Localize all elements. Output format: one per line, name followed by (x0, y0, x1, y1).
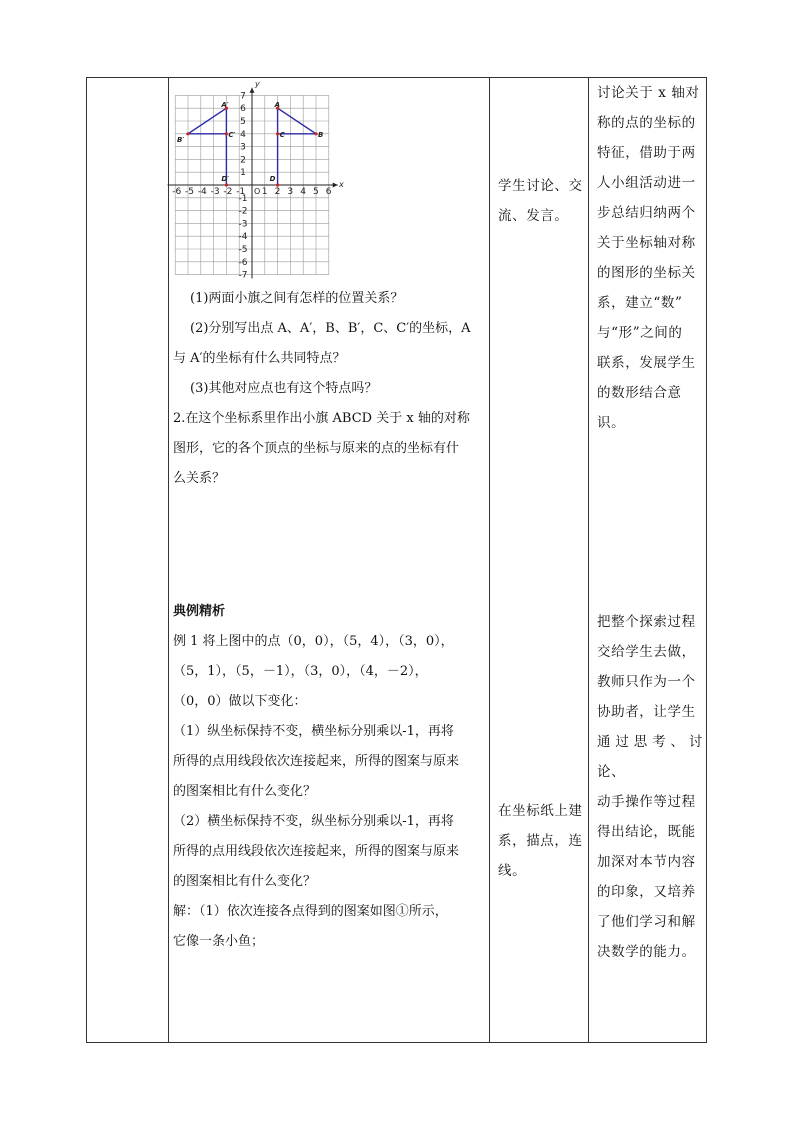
label-d-prime: D′ (221, 175, 230, 183)
intent-2-line: 决数学的能力。 (597, 944, 696, 960)
example-1-line-2: （5，1），（5，－1），（3，0），（4，－2）， (173, 664, 428, 679)
label-a: A (274, 101, 281, 110)
example-part-1-line-2: 所得的点用线段依次连接起来，所得的图案与原来 (173, 754, 460, 769)
y-tick-label: -3 (238, 219, 248, 230)
label-b: B (318, 130, 324, 139)
example-part-2-line-2: 所得的点用线段依次连接起来，所得的图案与原来 (173, 844, 460, 859)
intent-2-line: 动手操作等过程 (597, 794, 696, 810)
example-part-2-line-1: （2）横坐标保持不变，纵坐标分别乘以-1，再将 (173, 814, 454, 829)
y-tick-label: 7 (240, 91, 246, 102)
x-tick-label: -6 (172, 187, 182, 197)
y-tick-label: 1 (240, 168, 246, 179)
y-tick-label: -7 (238, 270, 248, 281)
intent-2-line: 把整个探索过程 (597, 614, 696, 630)
activity-cell (490, 78, 588, 1042)
intent-1-line: 特征，借助于两 (597, 145, 696, 161)
activity-2-line-1: 在坐标纸上建 (498, 803, 583, 819)
question-1: (1)两面小旗之间有怎样的位置关系？ (190, 291, 404, 306)
y-axis-arrow (250, 88, 255, 93)
intent-1-line: 步总结归纳两个 (597, 205, 696, 221)
example-part-1-line-1: （1）纵坐标保持不变，横坐标分别乘以-1，再将 (173, 724, 454, 739)
y-tick-label: -2 (238, 206, 248, 217)
label-b-prime: B′ (177, 135, 185, 144)
column-1-cell (87, 78, 168, 1042)
activity-2-line-3: 线。 (498, 863, 527, 879)
question-2-line-1: (2)分别写出点 A、A′，B、B′，C、C′的坐标，A (190, 321, 471, 336)
example-1-line-1: 例 1 将上图中的点（0，0），（5，4），（3，0）， (173, 634, 454, 649)
y-tick-label: 5 (240, 117, 246, 127)
y-tick-label: -6 (238, 257, 248, 268)
intent-2-line: 加深对本节内容 (597, 854, 696, 870)
x-tick-label: -4 (197, 187, 207, 197)
x-tick-label: 1 (261, 187, 268, 197)
intent-2-line: 教师只作为一个 (597, 674, 696, 690)
x-tick-label: -5 (185, 187, 194, 197)
intent-2-line: 通过思考、讨论、 (597, 734, 703, 780)
design-intent-cell (589, 78, 706, 1042)
vertex-point (276, 183, 279, 186)
intent-1-line: 系，建立“数” (597, 295, 683, 311)
x-tick-label: -2 (223, 187, 233, 197)
y-tick-label: -5 (238, 245, 248, 255)
intent-2-line: 的印象，又培养 (597, 884, 696, 900)
example-1-line-3: （0，0）做以下变化： (173, 694, 307, 709)
y-axis-label: y (255, 79, 260, 89)
x-axis-label: x (339, 180, 344, 189)
solution-line-1: 解：（1）依次连接各点得到的图案如图①所示， (173, 904, 448, 919)
coordinate-graph (172, 79, 355, 285)
label-c-prime: C′ (228, 130, 236, 139)
vertex-point (186, 132, 189, 135)
x-tick-label: 4 (300, 187, 306, 197)
x-axis-arrow (333, 183, 338, 188)
label-a-prime: A′ (221, 101, 229, 110)
x-tick-label: 3 (287, 187, 294, 197)
lesson-table (86, 77, 707, 1043)
example-section-title: 典例精析 (173, 604, 226, 619)
activity-1-line-2: 流、发言。 (498, 208, 569, 224)
x-tick-label: -1 (236, 187, 246, 197)
y-tick-label: 3 (240, 142, 246, 153)
task-2-line-1: 2.在这个坐标系里作出小旗 ABCD 关于 x 轴的对称 (173, 411, 470, 426)
question-2-line-2: 与 A′的坐标有什么共同特点？ (173, 351, 346, 366)
intent-1-line: 的数形结合意 (597, 385, 682, 401)
task-2-line-2: 图形，它的各个顶点的坐标与原来的点的坐标有什 (173, 441, 460, 456)
intent-1-line: 人小组活动进一 (597, 175, 696, 191)
intent-1-line: 称的点的坐标的 (597, 115, 696, 131)
y-tick-label: -1 (238, 193, 248, 204)
intent-1-line: 讨论关于 x 轴对 (597, 85, 700, 101)
y-tick-label: -4 (238, 232, 248, 243)
intent-2-line: 了他们学习和解 (597, 914, 696, 930)
x-tick-label: -3 (210, 187, 220, 197)
label-d: D (269, 175, 276, 183)
example-part-2-line-3: 的图案相比有什么变化？ (173, 874, 317, 889)
intent-2-line: 得出结论，既能 (597, 824, 696, 840)
task-2-line-3: 么关系？ (173, 471, 226, 486)
y-tick-label: 6 (240, 104, 246, 115)
intent-1-line: 与“形”之间的 (597, 325, 683, 341)
origin-label: O (254, 187, 261, 196)
x-tick-label: 5 (313, 187, 319, 197)
intent-2-line: 协助者，让学生 (597, 704, 696, 720)
solution-line-2: 它像一条小鱼； (173, 934, 265, 949)
intent-1-line: 关于坐标轴对称 (597, 235, 696, 251)
example-part-1-line-3: 的图案相比有什么变化？ (173, 784, 317, 799)
activity-2-line-2: 系，描点，连 (498, 833, 583, 849)
y-tick-label: 4 (240, 129, 246, 140)
intent-1-line: 识。 (597, 415, 626, 431)
x-tick-label: 6 (325, 187, 332, 197)
label-c: C (279, 130, 285, 139)
intent-2-line: 交给学生去做， (597, 644, 696, 660)
vertex-point (225, 183, 228, 186)
intent-1-line: 联系，发展学生 (597, 355, 696, 371)
x-tick-label: 2 (274, 187, 281, 197)
intent-1-line: 的图形的坐标关 (597, 265, 696, 281)
y-tick-label: 2 (240, 155, 246, 166)
question-3: (3)其他对应点也有这个特点吗？ (190, 381, 378, 396)
content-cell (169, 78, 489, 1042)
activity-1-line-1: 学生讨论、交 (498, 178, 583, 194)
